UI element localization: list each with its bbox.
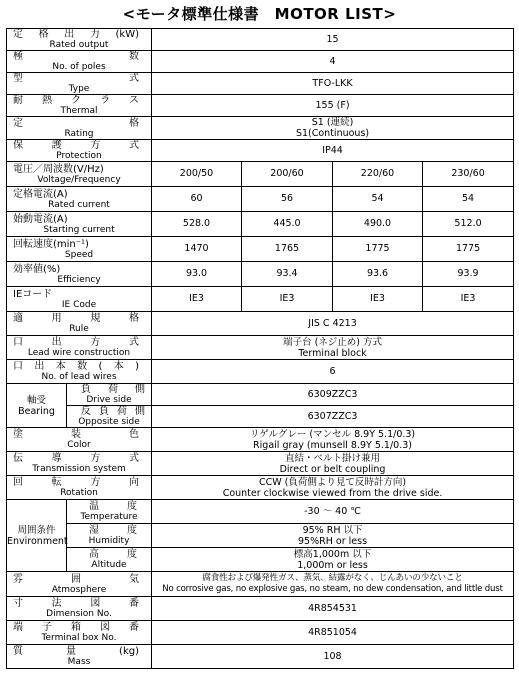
group-jp: 軸受 [26, 394, 46, 406]
value-cell [152, 51, 514, 73]
value-cell: 230/60 [423, 162, 514, 187]
value-cell: IE3 [423, 287, 514, 312]
label-en: Starting current [43, 224, 115, 235]
label-en: Temperature [80, 512, 138, 522]
value-cell: 1765 [242, 237, 333, 262]
value-cell [152, 548, 514, 572]
value-jp: S1 (連続) [311, 117, 354, 128]
label-cell [7, 428, 152, 452]
label-cell [67, 524, 152, 548]
value: 6309ZZC3 [307, 389, 358, 400]
value-cell [152, 117, 514, 140]
label-jp: 定格出力(kW) [13, 29, 140, 40]
value-cell: 56 [242, 187, 333, 212]
row-environment-temperature [7, 500, 514, 524]
row-rating [7, 117, 514, 140]
value: TFO-LKK [312, 78, 353, 89]
row-speed [7, 237, 514, 262]
value-cell [152, 384, 514, 406]
label-en: Rule [69, 324, 89, 334]
label-cell [7, 262, 152, 287]
value-jp: 腐食性および爆発性ガス、蒸気、結露がなく、じんあいの少ないこと [202, 573, 463, 583]
value-cell [152, 476, 514, 500]
label-jp: 塗装色 [13, 429, 140, 440]
group-en: Environment [7, 535, 68, 547]
label-en: Efficiency [57, 274, 101, 285]
value: 6307ZZC3 [307, 411, 358, 422]
value-cell [152, 336, 514, 360]
document-title: <モータ標準仕様書 MOTOR LIST> [122, 5, 397, 23]
label-en: Transmission system [32, 464, 126, 474]
row-bearing-opposite [7, 406, 514, 428]
row-atmosphere [7, 572, 514, 597]
row-efficiency [7, 262, 514, 287]
label-en: Mass [67, 657, 91, 667]
value-jp: 95% RH 以下 [302, 524, 363, 536]
label-en: Rating [64, 128, 94, 139]
value-cell: 200/60 [242, 162, 333, 187]
label-en: Opposite side [78, 417, 140, 427]
row-rated-output [7, 29, 514, 51]
label-en: Thermal [60, 106, 98, 116]
value-cell: IE3 [333, 287, 423, 312]
label-cell [67, 384, 152, 406]
value: 155 (F) [315, 100, 350, 111]
row-environment-altitude [7, 548, 514, 572]
label-en: No. of lead wires [41, 372, 117, 382]
label-cell [7, 187, 152, 212]
value: 15 [326, 34, 339, 45]
row-voltage [7, 162, 514, 187]
value-cell [152, 597, 514, 621]
label-en: Humidity [88, 536, 130, 546]
label-cell [7, 645, 152, 669]
row-mass [7, 645, 514, 669]
value-cell: 200/50 [152, 162, 242, 187]
label-en: IE Code [61, 299, 97, 310]
label-jp: 保護方式 [13, 140, 140, 151]
value-cell: 490.0 [333, 212, 423, 237]
value-cell: 445.0 [242, 212, 333, 237]
value-cell [152, 645, 514, 669]
label-jp: 効率値(%) [13, 263, 61, 275]
label-jp: 口出方式 [13, 337, 140, 348]
value-cell: 528.0 [152, 212, 242, 237]
value-cell: 1775 [333, 237, 423, 262]
value-jp: 端子台 (ネジ止め) 方式 [283, 336, 382, 348]
label-jp: 始動電流(A) [13, 213, 68, 225]
label-en: Dimension No. [46, 609, 112, 619]
value-cell: 1775 [423, 237, 514, 262]
value-jp: CCW (負荷側より見て反時計方向) [258, 476, 407, 488]
label-cell [7, 312, 152, 336]
label-cell [7, 29, 152, 51]
row-starting-current [7, 212, 514, 237]
label-cell [67, 406, 152, 428]
value-cell: 220/60 [333, 162, 423, 187]
row-poles [7, 51, 514, 73]
label-jp: 寸法図番 [13, 598, 140, 609]
value-jp: リゲルグレー (マンセル 8.9Y 5.1/0.3) [249, 428, 416, 440]
label-jp: 高度 [89, 549, 138, 560]
label-en: Rated current [48, 199, 110, 210]
value: 108 [323, 651, 342, 662]
value-cell [152, 73, 514, 95]
value-cell: IE3 [152, 287, 242, 312]
row-rotation [7, 476, 514, 500]
label-jp: 回転速度(min⁻¹) [13, 238, 89, 250]
value-en: Counter clockwise viewed from the drive side. [222, 487, 443, 499]
row-rule [7, 312, 514, 336]
label-jp: 伝導方式 [13, 453, 140, 464]
label-cell [67, 500, 152, 524]
label-jp: 湿度 [89, 525, 138, 536]
bearing-group-cell [7, 384, 67, 428]
label-en: Atmosphere [51, 584, 107, 595]
label-jp: 雰囲気 [13, 573, 140, 585]
value-cell: 54 [333, 187, 423, 212]
label-jp: 反負荷側 [81, 406, 146, 417]
value-cell: 93.4 [242, 262, 333, 287]
label-en: Voltage/Frequency [37, 174, 121, 185]
label-jp: 極 数 [13, 51, 140, 62]
value-cell: 60 [152, 187, 242, 212]
row-terminal-box [7, 621, 514, 645]
row-lead-wires-no [7, 360, 514, 384]
label-en: Color [67, 440, 91, 450]
label-en: Rated output [49, 40, 109, 50]
value-cell: 1470 [152, 237, 242, 262]
label-cell [7, 237, 152, 262]
value-en: S1(Continuous) [295, 128, 370, 139]
label-cell [67, 548, 152, 572]
row-protection [7, 140, 514, 162]
label-en: Drive side [86, 395, 132, 405]
row-bearing-drive [7, 384, 514, 406]
row-type [7, 73, 514, 95]
label-jp: 口出本数(本) [13, 361, 140, 372]
environment-group-cell [7, 500, 67, 572]
value-cell [152, 406, 514, 428]
value-en: Rigail gray (munsell 8.9Y 5.1/0.3) [253, 439, 412, 451]
label-en: Altitude [91, 560, 127, 570]
label-en: Protection [56, 151, 102, 161]
label-cell [7, 162, 152, 187]
label-jp: 型 式 [13, 73, 140, 84]
value-cell [152, 29, 514, 51]
label-en: Speed [64, 249, 94, 260]
row-rated-current [7, 187, 514, 212]
value-cell [152, 452, 514, 476]
label-cell [7, 73, 152, 95]
label-cell [7, 597, 152, 621]
label-cell [7, 212, 152, 237]
value-cell [152, 360, 514, 384]
row-lead-wire [7, 336, 514, 360]
label-cell [7, 140, 152, 162]
value: 4R854531 [308, 603, 357, 614]
value-en: 95%RH or less [298, 535, 368, 547]
row-environment-humidity [7, 524, 514, 548]
row-thermal [7, 95, 514, 117]
label-cell [7, 476, 152, 500]
row-transmission [7, 452, 514, 476]
value-cell: 93.0 [152, 262, 242, 287]
label-jp: 温度 [89, 501, 138, 512]
value-cell [152, 524, 514, 548]
group-en: Bearing [18, 405, 55, 417]
label-jp: 電圧／周波数(V/Hz) [13, 163, 104, 175]
value: JIS C 4213 [308, 318, 357, 329]
value-cell [152, 572, 514, 597]
value-cell: 93.9 [423, 262, 514, 287]
label-cell [7, 51, 152, 73]
group-jp: 周囲条件 [17, 524, 56, 536]
value-cell [152, 621, 514, 645]
label-cell [7, 452, 152, 476]
value: -30 ～ 40 ℃ [304, 506, 361, 517]
value: 6 [329, 366, 336, 377]
value: 4R851054 [308, 627, 357, 638]
label-cell [7, 95, 152, 117]
label-cell [7, 360, 152, 384]
value-jp: 標高1,000m 以下 [293, 548, 372, 560]
label-en: Type [68, 84, 90, 94]
value-cell: IE3 [242, 287, 333, 312]
label-jp: 耐熱クラス [13, 95, 140, 106]
value-en: Direct or belt coupling [279, 463, 386, 475]
label-en: Terminal box No. [41, 633, 117, 643]
label-jp: 適用規格 [13, 313, 140, 324]
value-en: No corrosive gas, no explosive gas, no steam, no dew condensation, and little dust [162, 584, 503, 594]
value-en: Terminal block [298, 347, 367, 359]
value-en: 1,000m or less [297, 559, 368, 571]
value-cell: 512.0 [423, 212, 514, 237]
value-cell [152, 140, 514, 162]
label-jp: 負荷側 [81, 384, 146, 395]
label-en: No. of poles [52, 62, 106, 72]
row-dimension [7, 597, 514, 621]
value-cell [152, 500, 514, 524]
motor-spec-table [6, 28, 514, 669]
value-cell [152, 95, 514, 117]
row-color [7, 428, 514, 452]
label-cell [7, 287, 152, 312]
label-cell [7, 336, 152, 360]
label-jp: 回転方向 [13, 477, 140, 488]
label-jp: 端子箱図番 [13, 622, 140, 633]
value-cell: 54 [423, 187, 514, 212]
value-cell: 93.6 [333, 262, 423, 287]
label-jp: IEコード [13, 288, 53, 300]
value-jp: 直結・ベルト掛け兼用 [285, 452, 381, 464]
label-cell [7, 572, 152, 597]
label-jp: 質量(kg) [13, 646, 140, 657]
label-jp: 定 格 [13, 117, 140, 129]
value: IP44 [322, 145, 343, 156]
label-en: Rotation [60, 488, 98, 498]
label-jp: 定格電流(A) [13, 188, 68, 200]
value-cell [152, 312, 514, 336]
value-cell [152, 428, 514, 452]
value: 4 [329, 56, 336, 67]
label-cell [7, 117, 152, 140]
label-cell [7, 621, 152, 645]
row-ie-code [7, 287, 514, 312]
label-en: Lead wire construction [27, 348, 131, 358]
